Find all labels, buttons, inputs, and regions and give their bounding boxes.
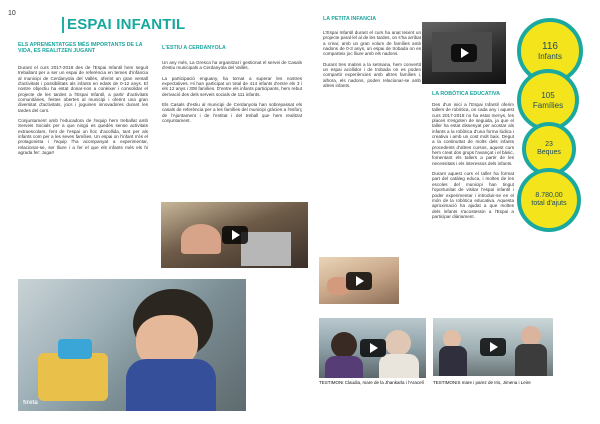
person-2-head xyxy=(385,330,411,356)
person-b-head xyxy=(521,326,541,346)
play-icon[interactable] xyxy=(480,338,506,356)
col3-paragraph-2: Durant tres matins a la setmana, hem convertit un espai acollidor i de trobada on es poden compartir experiències amb altres famílies i, alhora, els nadons, poden relacionar-se amb altres infants. xyxy=(323,61,421,89)
stat-families-label: Famílies xyxy=(532,101,564,110)
col3-paragraph-1: L'Espai Infantil durant el curs ha anat teixint un projecte paral·lel al de les tardes, on s'ha arribat a crear, amb un gran volum de famílies amb nadons de 0-3 anys, un espai de trobada on es comparteix joc lliure amb els nadons. xyxy=(323,30,421,57)
col1-paragraph-1: Durant el curs 2017-2018 des de l'Espai Infantil hem seguit treballant per a ser un espai de referència en temes d'infància al municipi de Cerdanyola del Vallès, oferint un gran ventall d'activitats i possibilitats als infants en edats de 0-12 anys. El nostre objectiu ha estat donar-nos a conèixer i consolidar el projecte de les tardes a l'Espai Infantil, a partir d'activitats comunitàries, festes obertes al municipi i oferint una gran diversitat d'activitats, jocs i joguines innovadores durant les tardes del curs. xyxy=(18,65,148,113)
col4-paragraph-2: Durant aquest curs el taller ha format part del catàleg educa, i moltes de les escoles del municipi han tingut l'oportunitat de visitar l'espai infantil i poder experimentar i introduir-se en el món de la robòtica educativa. Aquesta aproximació ha ajudat a que moltes dels infants s'acostessin a l'Espai a participar diàriament. xyxy=(432,171,514,219)
video-testimoni-claudia[interactable] xyxy=(319,318,426,378)
person-1-body xyxy=(325,356,363,378)
col4-heading: LA ROBÒTICA EDUCATIVA xyxy=(432,91,500,97)
video-casals[interactable] xyxy=(161,202,308,268)
col2-heading: L'ESTIU A CERDANYOLA xyxy=(162,45,226,51)
caption-testimoni-claudia: TESTIMONI Claudia, mare de la Jhankarla i l'Aracelí xyxy=(319,380,424,385)
stat-families-number: 105 xyxy=(541,91,555,100)
person-b-body xyxy=(515,344,547,376)
person-2-body xyxy=(379,354,419,378)
photo-watermark: fireta xyxy=(23,400,38,406)
child-shirt xyxy=(126,359,216,411)
stat-beques-label: Beques xyxy=(537,149,561,156)
page-title: ESPAI INFANTIL xyxy=(67,16,186,33)
video-testimonis-familia[interactable] xyxy=(433,318,553,376)
toy-block xyxy=(38,353,108,401)
col4-body xyxy=(432,102,514,224)
stat-ajuts-label: total d'ajuts xyxy=(531,200,567,207)
play-icon[interactable] xyxy=(360,339,386,357)
title-accent-bar xyxy=(62,17,64,33)
col4-paragraph-1: Des d'un inici a l'Espai Infantil oferim tallers de robòtica, on cada any i aquest curs 2017-2018 no ha estat menys, les places s'esgoten de seguida, ja que el taller ha estat dissenyat per acostar als infants a la robòtica d'una forma lúdica i creativa i amb un cost molt baix. Degut a la continuïtat de molts dels infants procedents d'altres cursos, aquest curs hem creat dos grups l'avançat i el bàsic, fomentant els tallers a partir de les necessitats i els interessos dels infants. xyxy=(432,102,514,166)
col3-heading: LA PETITA INFANCIA xyxy=(323,16,377,22)
col1-body xyxy=(18,65,148,161)
col2-body xyxy=(162,60,302,128)
col1-heading: ELS APRENENTATGES MÉS IMPORTANTS DE LA VIDA, ES REALITZEN JUGANT xyxy=(18,42,143,55)
col2-paragraph-1: Un any més, La Grescа ha organitzat i gestionat el servei de Casals d'estiu municipals a Cerdanyola del Vallès. xyxy=(162,60,302,71)
play-icon[interactable] xyxy=(222,226,248,244)
stat-ajuts-number: 8.780,00 xyxy=(535,192,563,199)
play-icon[interactable] xyxy=(451,44,477,62)
photo-child-playing xyxy=(18,279,246,411)
video-furniture xyxy=(241,232,291,266)
caption-testimonis-familia: TESTIMONIS mare i parez de Iris, Jimena i Leire xyxy=(433,380,531,385)
play-icon[interactable] xyxy=(346,272,372,290)
col1-paragraph-2: Conjuntament amb l'educadora de l'equip hem treballat amb Serveis Socials per a que ningú es quedés sense activitats extraescolars, fent de l'espai un lloc d'acollida, tant per als infants com per a les seves famílies. Un espai on l'infant n'és el protagonista i l'equip l'ha acompanyat a experimentar, relacionar-se, ser lliure i a fer el que els infants més els hi agrada fer: Jugar! xyxy=(18,118,148,156)
stat-infants-number: 116 xyxy=(542,41,558,52)
video-robotica[interactable] xyxy=(422,22,506,84)
toy-blue xyxy=(58,339,92,359)
stat-ajuts-badge xyxy=(517,168,581,232)
stat-infants-label: Infants xyxy=(537,52,562,61)
video-figure xyxy=(181,224,221,254)
col2-paragraph-2: La participació enguany, ha tornat a superar les nostres expectatives. Hi han participat un total de 414 infants d'entre els 3 i els 12 anys i 308 famílies. D'entre els infants participants, hem rebut derivació des dels serveis socials de 111 infants. xyxy=(162,75,302,97)
person-a-body xyxy=(439,346,467,376)
stat-beques-number: 23 xyxy=(545,141,553,148)
col2-paragraph-3: Els Casals d'estiu al municipi de Cerdanyola han sobrepassat els casals de referència per a les famílies del municipi gràcies a l'esforç de l'Ajuntament i de l'entitat i del treball que hem realitzat conjuntament. xyxy=(162,102,302,124)
page-number: 10 xyxy=(8,10,16,17)
col3-body xyxy=(323,30,421,93)
video-petita-infancia[interactable] xyxy=(319,257,399,304)
person-1-head xyxy=(331,332,357,358)
